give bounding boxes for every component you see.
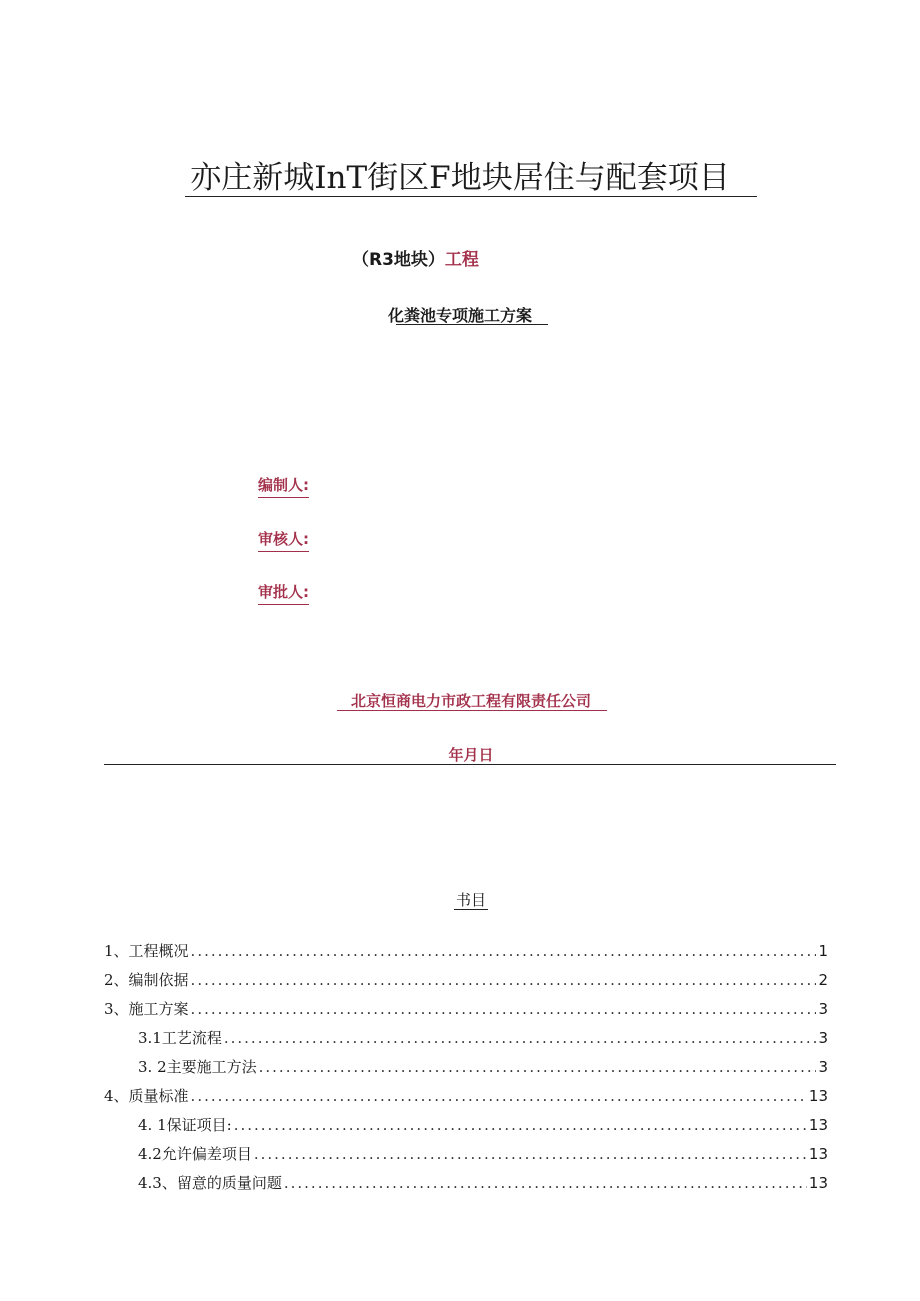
toc-entry-label: 1、工程概况 [104, 942, 189, 960]
date-divider [104, 764, 836, 765]
signature-label: 审核人: [258, 530, 309, 548]
toc-entry[interactable] [104, 1110, 828, 1139]
document-title: 亦庄新城InT街区F地块居住与配套项目 [190, 160, 730, 196]
toc-leader [234, 1116, 807, 1134]
toc-entry-label: 3.1工艺流程 [138, 1029, 222, 1047]
toc-title: 书目 [455, 891, 486, 909]
toc-leader [224, 1029, 817, 1047]
toc-entry-page: 1 [818, 941, 828, 960]
toc-leader [259, 1058, 817, 1076]
company-name: 北京恒商电力市政工程有限责任公司 [350, 692, 591, 710]
toc-entry-label: 3. 2主要施工方法 [138, 1058, 257, 1076]
toc-entry-page: 3 [818, 1057, 828, 1076]
toc-leader [191, 971, 817, 989]
toc-entry[interactable] [104, 936, 828, 965]
toc-entry[interactable] [104, 965, 828, 994]
toc-entry-label: 3、施工方案 [104, 1000, 189, 1018]
plan-title: 化粪池专项施工方案 [387, 306, 532, 325]
toc-entry[interactable] [104, 1052, 828, 1081]
toc-entry-page: 13 [808, 1144, 828, 1163]
signature-reviewer [258, 528, 309, 549]
signature-approver [258, 581, 309, 602]
toc-leader [191, 1087, 807, 1105]
toc-entry-page: 13 [808, 1115, 828, 1134]
toc-entry-label: 4.2允许偏差项目 [138, 1145, 252, 1163]
signature-underline [258, 497, 309, 498]
toc-entry-page: 3 [818, 1028, 828, 1047]
toc-entry-label: 4. 1保证项目: [138, 1116, 232, 1134]
title-underline [185, 196, 757, 197]
toc-entry-page: 13 [808, 1086, 828, 1105]
document-date: 年月日 [448, 746, 494, 764]
toc-entry-label: 2、编制依据 [104, 971, 189, 989]
toc-leader [284, 1174, 807, 1192]
toc-entry-page: 13 [808, 1173, 828, 1192]
toc-entry[interactable] [104, 1023, 828, 1052]
toc-entry[interactable] [104, 1139, 828, 1168]
toc-entry-page: 2 [818, 970, 828, 989]
subtitle-project: 工程 [444, 250, 479, 270]
toc-leader [254, 1145, 807, 1163]
company-underline [337, 710, 607, 711]
signature-label: 审批人: [258, 583, 309, 601]
project-subtitle [352, 245, 479, 270]
toc-entry-label: 4、质量标准 [104, 1087, 189, 1105]
toc-entry[interactable] [104, 1081, 828, 1110]
signature-underline [258, 551, 309, 552]
signature-underline [258, 604, 309, 605]
toc-entry-page: 3 [818, 999, 828, 1018]
toc-entry[interactable] [104, 994, 828, 1023]
subtitle-plot: （R3地块） [352, 250, 445, 270]
signature-label: 编制人: [258, 476, 309, 494]
toc-title-underline [454, 909, 488, 910]
toc-entry[interactable] [104, 1168, 828, 1197]
signature-compiler [258, 474, 309, 495]
plan-title-underline [396, 324, 548, 325]
toc-leader [191, 1000, 817, 1018]
table-of-contents [104, 936, 828, 1197]
toc-entry-label: 4.3、留意的质量问题 [138, 1174, 282, 1192]
toc-leader [191, 942, 817, 960]
